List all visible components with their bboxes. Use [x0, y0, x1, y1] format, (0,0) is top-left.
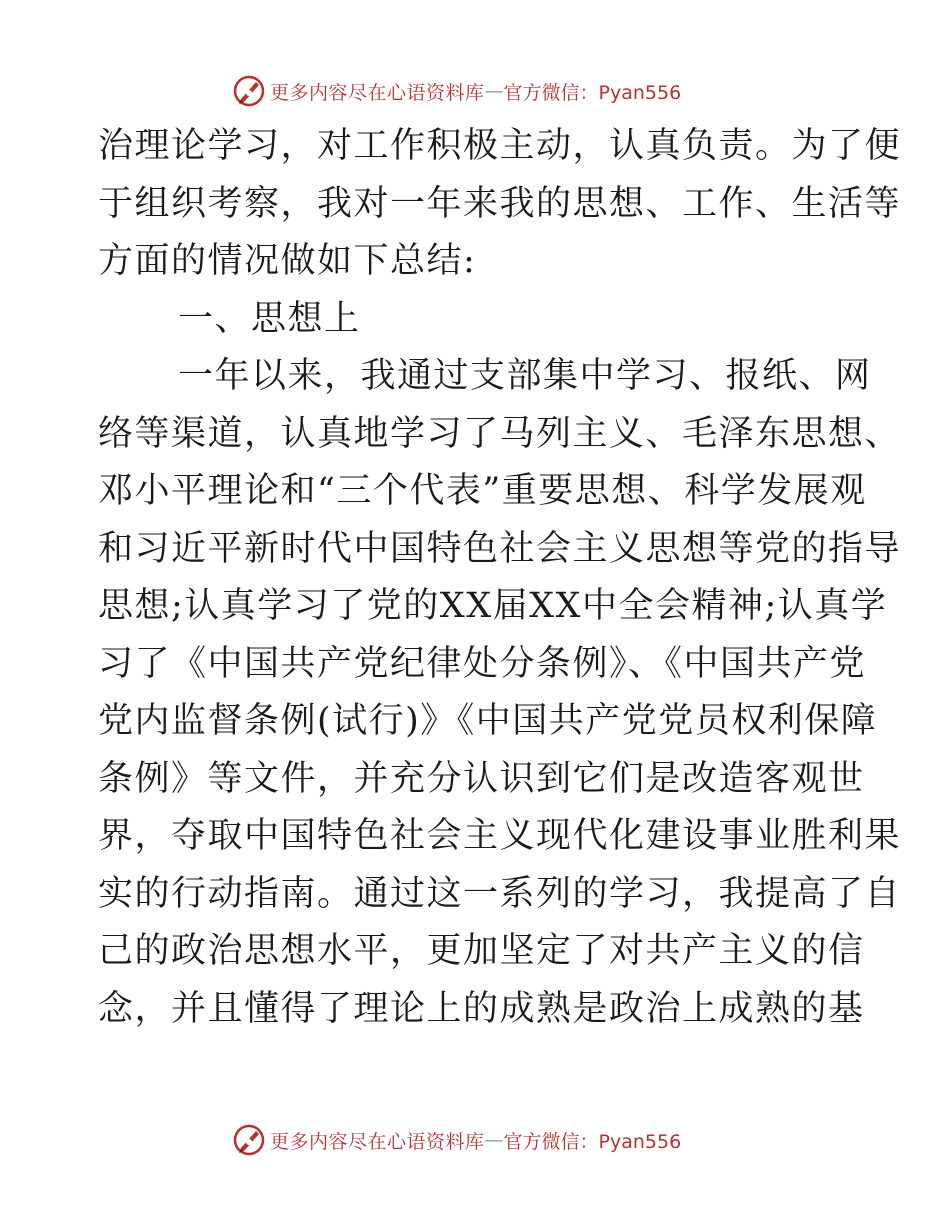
text-line: 治理论学习，对工作积极主动，认真负责。为了便 — [98, 126, 902, 166]
text-line: 于组织考察，我对一年来我的思想、工作、生活等 — [98, 183, 902, 224]
text-line: 实的行动指南。通过这一系列的学习，我提高了自 — [98, 873, 902, 914]
watermark-wechat: 官方微信：Pyan556 — [503, 81, 682, 104]
document-body — [98, 118, 902, 1038]
watermark-text: 更多内容尽在心语资料库 — [270, 81, 485, 104]
text-line: 和习近平新时代中国特色社会主义思想等党的指导 — [98, 528, 902, 569]
watermark-dash: — — [484, 80, 504, 102]
text-line: 条例》等文件，并充分认识到它们是改造客观世 — [98, 758, 865, 799]
quill-logo-icon — [232, 1123, 266, 1157]
header-watermark — [232, 71, 712, 111]
text-line: 络等渠道，认真地学习了马列主义、毛泽东思想、 — [98, 413, 902, 454]
watermark-dash: — — [484, 1129, 504, 1151]
text-line: 己的政治思想水平，更加坚定了对共产主义的信 — [98, 931, 865, 971]
text-line: 念，并且懂得了理论上的成熟是政治上成熟的基 — [98, 988, 865, 1029]
footer-watermark — [232, 1120, 712, 1160]
text-line: 思想;认真学习了党的XX届XX中全会精神;认真学 — [98, 586, 888, 626]
section-heading: 一、思想上 — [178, 298, 361, 339]
watermark-text: 更多内容尽在心语资料库 — [270, 1130, 485, 1153]
quill-logo-icon — [232, 74, 266, 108]
text-line: 界，夺取中国特色社会主义现代化建设事业胜利果 — [98, 816, 902, 856]
text-line: 习了《中国共产党纪律处分条例》、《中国共产党 — [98, 643, 867, 684]
text-line: 邓小平理论和“三个代表”重要思想、科学发展观 — [98, 471, 867, 511]
text-line: 方面的情况做如下总结: — [98, 241, 477, 281]
watermark-wechat: 官方微信：Pyan556 — [503, 1130, 682, 1153]
text-line: 党内监督条例(试行)》《中国共产党党员权利保障 — [98, 701, 878, 741]
text-line: 一年以来，我通过支部集中学习、报纸、网 — [178, 356, 872, 396]
